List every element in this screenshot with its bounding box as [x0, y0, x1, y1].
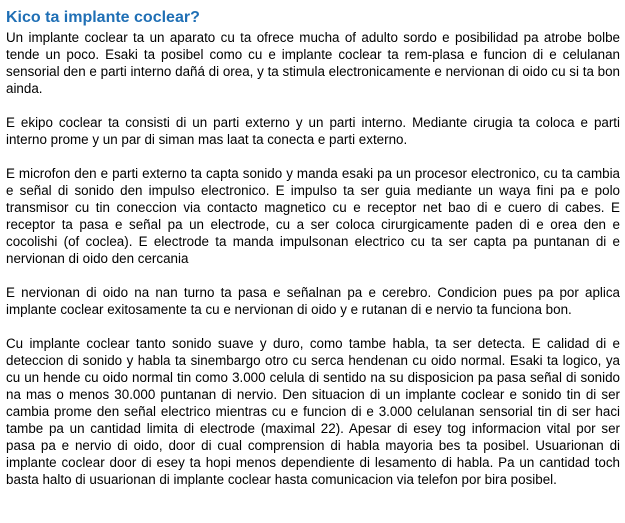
article-title: Kico ta implante coclear?	[6, 9, 200, 26]
paragraph-2: E ekipo coclear ta consisti di un parti externo y un parti interno. Mediante cirugia ta coloca e parti interno prome y un par di siman mas laat ta conecta e parti externo.	[6, 115, 620, 147]
paragraph-4: E nervionan di oido na nan turno ta pasa e señalnan pa e cerebro. Condicion pues pa por aplica implante coclear exitosamente ta cu e nervionan di oido y e rutanan di e nervio ta funciona bon.	[6, 285, 620, 317]
paragraph-5: Cu implante coclear tanto sonido suave y duro, como tambe habla, ta ser detecta. E calidad di e deteccion di sonido y habla ta sinembargo otro cu serca hendenan cu oido normal. Esaki ta logico, ya cu un hende cu oido normal tin como 3.000 celula di sentido na su disposicion pa pasa señal di sonido na mas o menos 30.000 puntanan di nervio. Den situacion di un implante coclear e sonido tin di ser cambia prome den señal electrico mientras cu e funcion di e 3.000 celulanan sensorial tin di ser haci tambe pa un cantidad limita di electrode (maximal 22). Apesar di esey tog informacion vital por ser pasa pa e nervio di oido, door di cual comprension di habla mayoria bes ta posibel. Usuarionan di implante coclear door di esey ta hopi menos dependiente di lesamento di habla. Pa un cantidad toch basta halto di usuarionan di implante coclear hasta comunicacion via telefon por bira posibel.	[6, 336, 620, 487]
article	[6, 8, 620, 488]
paragraph-1: Un implante coclear ta un aparato cu ta ofrece mucha of adulto sordo e posibilidad pa atrobe bolbe tende un poco. Esaki ta posibel como cu e implante coclear ta rem-plasa e funcion di e celulanan sensorial den e parti interno dañá di orea, y ta stimula electronicamente e nervionan di oido cu si ta bon ainda.	[6, 30, 620, 96]
paragraph-3: E microfon den e parti externo ta capta sonido y manda esaki pa un procesor electronico, cu ta cambia e señal di sonido den impulso electronico. E impulso ta ser guia mediante un waya fini pa e polo transmisor cu tin coneccion via contacto magnetico cu e receptor net bao di e cuero di cabes. E receptor ta pasa e señal pa un electrode, cu a ser coloca cirurgicamente paden di e orea den e cocolishi (of coclea). E electrode ta manda impulsonan electrico cu ta ser capta pa puntanan di e nervionan di oido den cercania	[6, 166, 620, 266]
